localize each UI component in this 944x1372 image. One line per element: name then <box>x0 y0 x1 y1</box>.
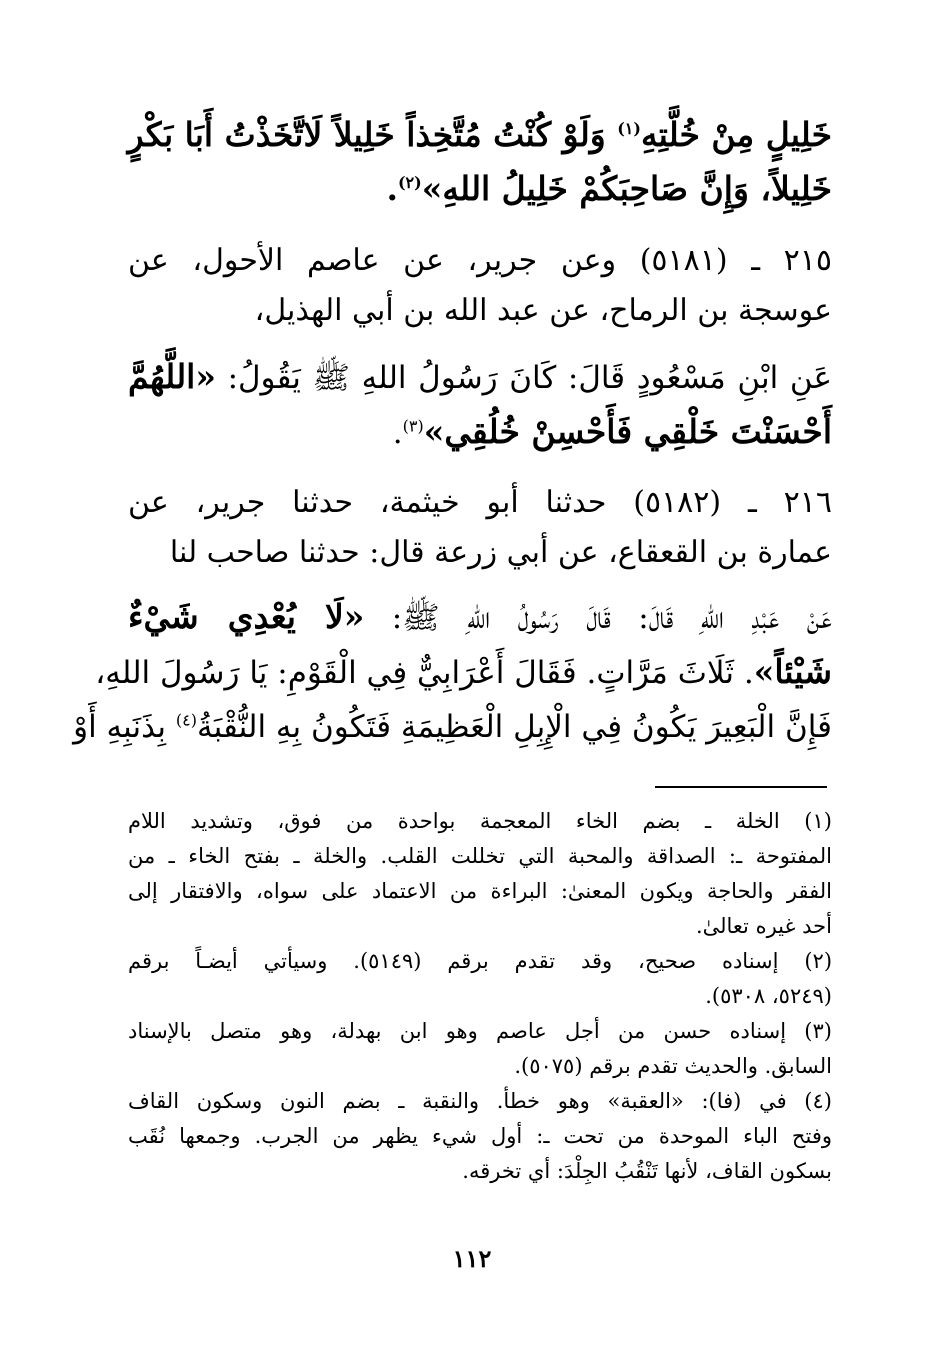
footnote-1-line-3: الفقر والحاجة ويكون المعنىٰ: البراءة من الاعتماد على سواه، والافتقار إلى <box>128 879 832 903</box>
hadith-216-matn-line-3: فَإِنَّ الْبَعِيرَ يَكُونُ فِي الْإِبِلِ الْعَظِيمَةِ فَتَكُونُ بِهِ النُّقْبَةُ$^{(٤)}$ بِذَنَبِهِ أَوْ <box>73 709 832 745</box>
footnote-1-line-1: (١) الخلة ـ بضم الخاء المعجمة بواحدة من فوق، وتشديد اللام <box>128 809 832 833</box>
footnote-1-line-4: أحد غيره تعالىٰ. <box>695 914 832 938</box>
hadith-215-matn-line-2: أَحْسَنْتَ خَلْقِي فَأَحْسِنْ خُلُقِي»$^{(٣)}$. <box>392 412 832 451</box>
footnote-3-line-1: (٣) إسناده حسن من أجل عاصم وهو ابن بهدلة، وهو متصل بالإسناد <box>128 1019 832 1043</box>
footnote-separator <box>655 786 827 788</box>
hadith-215-sanad-line-2: عوسجة بن الرماح، عن عبد الله بن أبي الهذيل، <box>254 293 832 328</box>
page-number: ١١٢ <box>452 1244 492 1273</box>
footnote-2-line-1: (٢) إسناده صحيح، وقد تقدم برقم (٥١٤٩). وسيأتي أيضـاً برقم <box>128 949 833 973</box>
hadith-215-matn <box>128 350 832 460</box>
hadith-215-matn-line-1: عَنِ ابْنِ مَسْعُودٍ قَالَ: كَانَ رَسُولُ اللهِ ﷺ يَقُولُ: «اللَّهُمَّ <box>128 357 832 396</box>
hadith-216-matn-line-2: شَيْئاً». ثَلَاثَ مَرَّاتٍ. فَقَالَ أَعْرَابِيٌّ فِي الْقَوْمِ: يَا رَسُولَ اللهِ، <box>95 652 832 691</box>
hadith-216-matn-line-1: عَنْ عَبْدِ اللهِ قَالَ: قَالَ رَسُولُ اللهِ ﷺ: «لَا يُعْدِي شَيْءٌ <box>128 597 832 636</box>
hadith-216-matn <box>73 590 832 754</box>
hadith-215-sanad <box>128 236 832 336</box>
footnote-4-line-1: (٤) في (فا): «العقبة» وهو خطأ. والنقبة ـ بضم النون وسكون القاف <box>128 1089 832 1113</box>
top-matn-line-1: خَلِيلٍ مِنْ خُلَّتِهِ$^{(١)}$ وَلَوْ كُنْتُ مُتَّخِذاً خَلِيلاً لَاتَّخَذْتُ أَبَا بَكْرٍ <box>127 115 832 154</box>
hadith-215-sanad-line-1: ٢١٥ ـ (٥١٨١) وعن جرير، عن عاصم الأحول، عن <box>128 243 832 278</box>
hadith-216-sanad-line-1: ٢١٦ ـ (٥١٨٢) حدثنا أبو خيثمة، حدثنا جرير، عن <box>128 485 832 520</box>
footnote-2-line-2: (٥٢٤٩، ٥٣٠٨). <box>705 984 832 1008</box>
hadith-216-sanad <box>128 478 832 578</box>
footnote-ref-1[interactable]: (١) <box>617 119 641 138</box>
hadith-216-sanad-line-2: عمارة بن القعقاع، عن أبي زرعة قال: حدثنا صاحب لنا <box>169 535 832 570</box>
footnotes <box>128 804 832 1189</box>
footnote-4-line-2: وفتح الباء الموحدة من تحت ـ: أول شيء يظهر من الجرب. وجمعها نُقَب <box>128 1124 832 1148</box>
footnote-ref-2[interactable]: (٢) <box>397 173 422 192</box>
footnote-4-line-3: بسكون القاف، لأنها تَنْقُبُ الجِلْدَ: أي تخرقه. <box>462 1159 832 1183</box>
footnote-3-line-2: السابق. والحديث تقدم برقم (٥٠٧٥). <box>514 1054 832 1078</box>
footnote-1-line-2: المفتوحة ـ: الصداقة والمحبة التي تخللت القلب. والخلة ـ بفتح الخاء ـ من <box>128 844 832 868</box>
top-matn-line-2: خَلِيلاً، وَإِنَّ صَاحِبَكُمْ خَلِيلُ اللهِ»$^{(٢)}$. <box>386 169 832 208</box>
footnote-ref-3[interactable]: (٣) <box>402 416 424 436</box>
top-matn <box>128 108 832 216</box>
footnote-ref-4[interactable]: (٤) <box>175 710 197 730</box>
